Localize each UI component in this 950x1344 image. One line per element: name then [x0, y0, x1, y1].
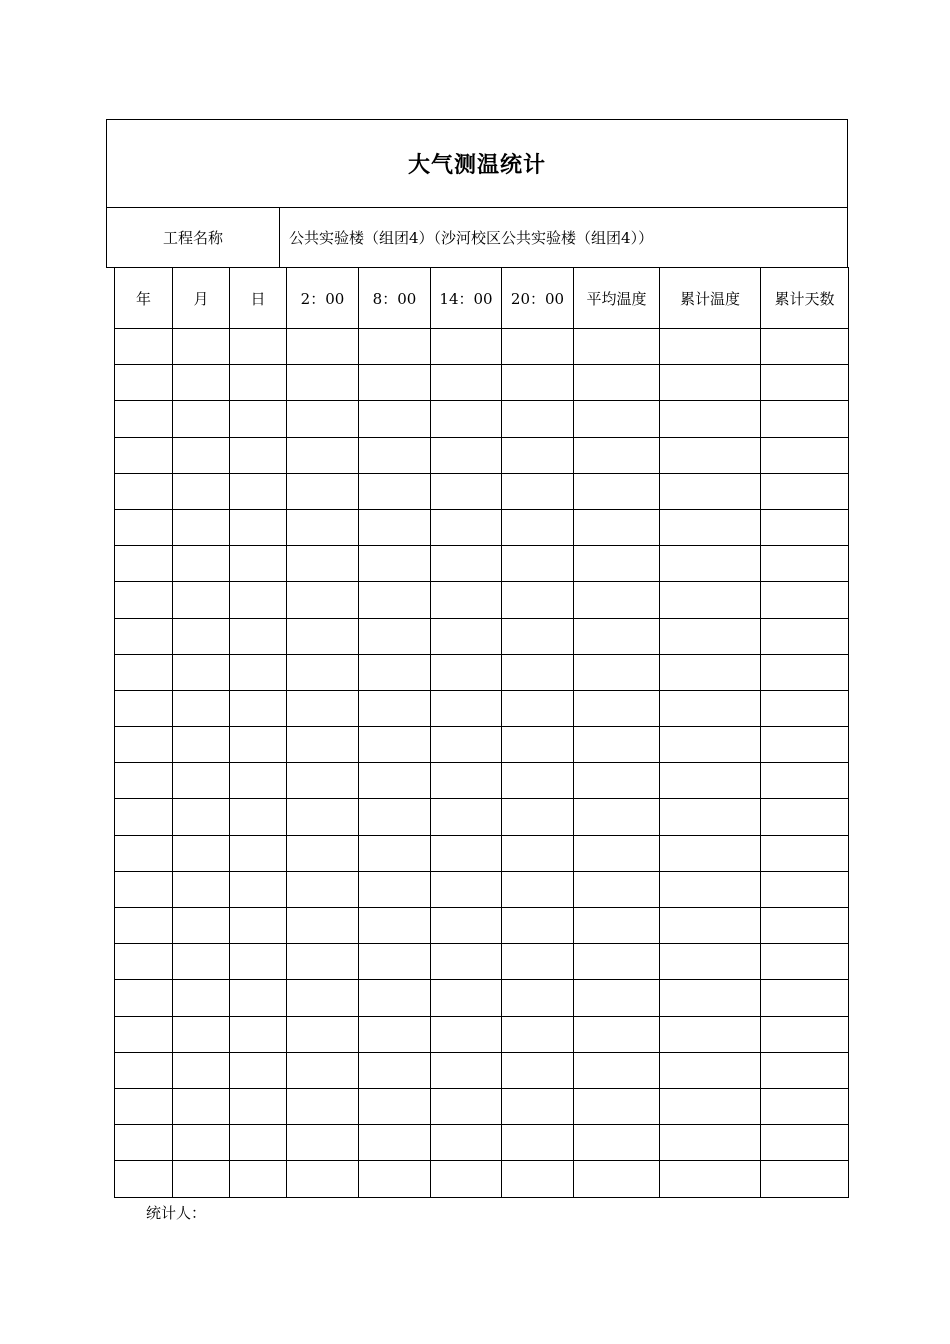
table-cell — [502, 654, 574, 690]
table-cell — [230, 582, 287, 618]
column-header-year: 年 — [115, 268, 173, 329]
table-cell — [574, 1125, 660, 1161]
table-row — [115, 329, 849, 365]
table-cell — [115, 835, 173, 871]
table-cell — [660, 1052, 761, 1088]
table-cell — [359, 799, 431, 835]
table-cell — [173, 835, 230, 871]
table-cell — [287, 365, 359, 401]
table-cell — [359, 473, 431, 509]
table-cell — [502, 1088, 574, 1124]
table-cell — [761, 871, 849, 907]
table-cell — [431, 944, 502, 980]
table-cell — [287, 1016, 359, 1052]
table-cell — [115, 871, 173, 907]
table-cell — [660, 690, 761, 726]
table-cell — [287, 1161, 359, 1197]
table-cell — [660, 473, 761, 509]
table-cell — [115, 944, 173, 980]
table-cell — [660, 654, 761, 690]
table-cell — [660, 618, 761, 654]
table-row — [115, 1088, 849, 1124]
table-cell — [115, 1088, 173, 1124]
table-cell — [359, 944, 431, 980]
table-cell — [287, 401, 359, 437]
table-cell — [173, 727, 230, 763]
table-body — [115, 329, 849, 1198]
column-header-0200: 2：00 — [287, 268, 359, 329]
table-cell — [574, 690, 660, 726]
table-cell — [660, 329, 761, 365]
table-cell — [502, 1052, 574, 1088]
table-cell — [287, 618, 359, 654]
table-cell — [230, 1125, 287, 1161]
table-cell — [574, 329, 660, 365]
table-cell — [230, 546, 287, 582]
table-cell — [574, 1052, 660, 1088]
table-cell — [574, 727, 660, 763]
table-cell — [660, 437, 761, 473]
table-cell — [502, 1016, 574, 1052]
table-cell — [173, 546, 230, 582]
table-cell — [431, 1125, 502, 1161]
table-cell — [173, 1088, 230, 1124]
table-cell — [660, 980, 761, 1016]
form-header — [106, 119, 848, 268]
table-row — [115, 799, 849, 835]
table-cell — [359, 1161, 431, 1197]
table-cell — [173, 473, 230, 509]
table-cell — [761, 1161, 849, 1197]
table-cell — [574, 1088, 660, 1124]
table-cell — [230, 618, 287, 654]
table-cell — [431, 690, 502, 726]
table-cell — [574, 473, 660, 509]
table-cell — [359, 401, 431, 437]
table-cell — [431, 1088, 502, 1124]
table-cell — [502, 365, 574, 401]
table-cell — [173, 871, 230, 907]
table-cell — [502, 401, 574, 437]
table-cell — [287, 1052, 359, 1088]
table-cell — [761, 980, 849, 1016]
table-cell — [761, 437, 849, 473]
table-cell — [660, 871, 761, 907]
table-cell — [115, 727, 173, 763]
table-cell — [115, 618, 173, 654]
table-cell — [115, 763, 173, 799]
table-cell — [761, 654, 849, 690]
table-cell — [431, 618, 502, 654]
statistician-label: 统计人： — [146, 1204, 207, 1222]
table-cell — [173, 365, 230, 401]
table-cell — [173, 763, 230, 799]
table-cell — [761, 618, 849, 654]
table-cell — [761, 509, 849, 545]
table-cell — [230, 835, 287, 871]
table-cell — [761, 727, 849, 763]
table-cell — [574, 944, 660, 980]
table-cell — [574, 546, 660, 582]
table-cell — [359, 1088, 431, 1124]
table-cell — [431, 654, 502, 690]
table-cell — [431, 1052, 502, 1088]
table-cell — [287, 944, 359, 980]
table-cell — [173, 329, 230, 365]
table-cell — [359, 546, 431, 582]
table-cell — [431, 727, 502, 763]
table-cell — [287, 1125, 359, 1161]
table-row — [115, 908, 849, 944]
table-cell — [115, 690, 173, 726]
table-cell — [660, 944, 761, 980]
table-cell — [230, 727, 287, 763]
table-row — [115, 654, 849, 690]
table-cell — [359, 908, 431, 944]
table-cell — [431, 1016, 502, 1052]
table-cell — [230, 690, 287, 726]
table-cell — [115, 509, 173, 545]
table-cell — [431, 763, 502, 799]
table-cell — [431, 871, 502, 907]
project-name-value: 公共实验楼（组团4）（沙河校区公共实验楼（组团4）） — [289, 228, 654, 247]
table-cell — [431, 401, 502, 437]
table-cell — [761, 690, 849, 726]
table-cell — [574, 1016, 660, 1052]
table-cell — [431, 437, 502, 473]
table-cell — [115, 980, 173, 1016]
table-cell — [173, 944, 230, 980]
table-cell — [287, 835, 359, 871]
project-name-label: 工程名称 — [107, 207, 280, 267]
table-cell — [115, 437, 173, 473]
table-cell — [660, 1016, 761, 1052]
table-cell — [230, 654, 287, 690]
column-header-day: 日 — [230, 268, 287, 329]
table-cell — [502, 437, 574, 473]
table-cell — [230, 401, 287, 437]
column-header-0800: 8：00 — [359, 268, 431, 329]
table-cell — [115, 799, 173, 835]
table-cell — [287, 690, 359, 726]
table-cell — [287, 1088, 359, 1124]
table-row — [115, 365, 849, 401]
table-cell — [287, 546, 359, 582]
table-cell — [761, 401, 849, 437]
table-cell — [173, 799, 230, 835]
table-cell — [502, 908, 574, 944]
table-cell — [761, 1125, 849, 1161]
table-cell — [115, 1161, 173, 1197]
table-cell — [660, 1161, 761, 1197]
table-cell — [761, 1088, 849, 1124]
table-cell — [173, 401, 230, 437]
column-header-cumulative-temp: 累计温度 — [660, 268, 761, 329]
table-row — [115, 1161, 849, 1197]
table-cell — [173, 509, 230, 545]
table-row — [115, 980, 849, 1016]
table-cell — [431, 546, 502, 582]
table-cell — [574, 835, 660, 871]
table-cell — [502, 944, 574, 980]
table-cell — [574, 437, 660, 473]
table-cell — [660, 582, 761, 618]
table-cell — [574, 1161, 660, 1197]
table-cell — [574, 582, 660, 618]
table-cell — [173, 908, 230, 944]
table-cell — [359, 365, 431, 401]
table-cell — [230, 1088, 287, 1124]
table-cell — [287, 871, 359, 907]
table-cell — [359, 690, 431, 726]
table-cell — [359, 835, 431, 871]
table-cell — [660, 727, 761, 763]
table-cell — [431, 980, 502, 1016]
table-cell — [431, 908, 502, 944]
table-cell — [359, 1125, 431, 1161]
table-cell — [502, 473, 574, 509]
table-cell — [287, 329, 359, 365]
table-cell — [359, 509, 431, 545]
table-cell — [115, 546, 173, 582]
table-cell — [660, 365, 761, 401]
table-cell — [230, 329, 287, 365]
table-cell — [574, 654, 660, 690]
table-row — [115, 473, 849, 509]
table-cell — [287, 509, 359, 545]
table-cell — [502, 690, 574, 726]
table-cell — [230, 908, 287, 944]
table-cell — [431, 582, 502, 618]
table-cell — [287, 582, 359, 618]
table-cell — [287, 763, 359, 799]
table-cell — [660, 835, 761, 871]
table-cell — [574, 799, 660, 835]
table-cell — [173, 690, 230, 726]
table-cell — [660, 799, 761, 835]
table-cell — [173, 582, 230, 618]
table-cell — [761, 582, 849, 618]
table-cell — [359, 1052, 431, 1088]
table-cell — [761, 329, 849, 365]
table-cell — [230, 871, 287, 907]
table-row — [115, 690, 849, 726]
table-row — [115, 582, 849, 618]
table-cell — [115, 1016, 173, 1052]
table-cell — [761, 799, 849, 835]
table-cell — [761, 944, 849, 980]
table-cell — [761, 546, 849, 582]
table-cell — [761, 1052, 849, 1088]
table-cell — [173, 654, 230, 690]
table-cell — [431, 799, 502, 835]
table-cell — [230, 1016, 287, 1052]
table-cell — [115, 365, 173, 401]
table-cell — [359, 1016, 431, 1052]
table-row — [115, 944, 849, 980]
table-row — [115, 1016, 849, 1052]
table-row — [115, 618, 849, 654]
table-cell — [115, 908, 173, 944]
table-cell — [761, 763, 849, 799]
table-row — [115, 401, 849, 437]
table-cell — [574, 908, 660, 944]
table-cell — [230, 365, 287, 401]
table-cell — [502, 1161, 574, 1197]
table-cell — [230, 944, 287, 980]
table-cell — [173, 1052, 230, 1088]
table-cell — [574, 871, 660, 907]
table-cell — [287, 908, 359, 944]
table-row — [115, 1125, 849, 1161]
table-cell — [660, 1125, 761, 1161]
column-header-2000: 20：00 — [502, 268, 574, 329]
table-cell — [173, 618, 230, 654]
table-cell — [230, 980, 287, 1016]
table-cell — [574, 618, 660, 654]
form-title: 大气测温统计 — [107, 120, 847, 208]
table-cell — [173, 980, 230, 1016]
table-cell — [502, 871, 574, 907]
table-cell — [230, 509, 287, 545]
table-cell — [502, 1125, 574, 1161]
table-cell — [115, 329, 173, 365]
table-cell — [502, 980, 574, 1016]
table-cell — [115, 654, 173, 690]
table-cell — [761, 473, 849, 509]
table-row — [115, 1052, 849, 1088]
table-cell — [359, 329, 431, 365]
column-header-cumulative-days: 累计天数 — [761, 268, 849, 329]
table-cell — [574, 401, 660, 437]
table-cell — [502, 329, 574, 365]
column-header-average-temp: 平均温度 — [574, 268, 660, 329]
table-cell — [173, 437, 230, 473]
table-cell — [359, 582, 431, 618]
table-cell — [359, 871, 431, 907]
table-cell — [359, 727, 431, 763]
table-cell — [230, 763, 287, 799]
table-cell — [574, 365, 660, 401]
table-cell — [502, 509, 574, 545]
table-cell — [660, 509, 761, 545]
table-cell — [359, 654, 431, 690]
table-cell — [230, 1161, 287, 1197]
table-cell — [359, 618, 431, 654]
table-cell — [115, 1052, 173, 1088]
table-cell — [359, 437, 431, 473]
table-cell — [502, 582, 574, 618]
table-cell — [502, 763, 574, 799]
table-cell — [431, 329, 502, 365]
table-cell — [660, 401, 761, 437]
project-name-row — [107, 207, 847, 267]
table-cell — [660, 1088, 761, 1124]
table-cell — [115, 1125, 173, 1161]
table-cell — [574, 980, 660, 1016]
table-cell — [431, 835, 502, 871]
table-cell — [230, 437, 287, 473]
table-cell — [502, 835, 574, 871]
table-header-row — [115, 268, 849, 329]
table-cell — [502, 618, 574, 654]
table-cell — [173, 1125, 230, 1161]
table-row — [115, 437, 849, 473]
table-cell — [574, 509, 660, 545]
table-cell — [761, 365, 849, 401]
table-cell — [502, 799, 574, 835]
table-cell — [287, 437, 359, 473]
table-cell — [115, 582, 173, 618]
column-header-month: 月 — [173, 268, 230, 329]
table-cell — [761, 835, 849, 871]
table-cell — [287, 473, 359, 509]
table-cell — [230, 799, 287, 835]
table-cell — [115, 473, 173, 509]
table-cell — [173, 1016, 230, 1052]
table-cell — [761, 908, 849, 944]
table-cell — [287, 980, 359, 1016]
table-cell — [660, 763, 761, 799]
table-row — [115, 509, 849, 545]
table-row — [115, 727, 849, 763]
table-cell — [287, 727, 359, 763]
table-cell — [230, 473, 287, 509]
table-cell — [431, 1161, 502, 1197]
temperature-table — [114, 267, 849, 1198]
table-cell — [761, 1016, 849, 1052]
column-header-1400: 14：00 — [431, 268, 502, 329]
table-cell — [287, 654, 359, 690]
table-cell — [660, 908, 761, 944]
table-row — [115, 546, 849, 582]
table-cell — [431, 509, 502, 545]
table-cell — [230, 1052, 287, 1088]
table-row — [115, 763, 849, 799]
table-cell — [173, 1161, 230, 1197]
table-cell — [502, 727, 574, 763]
table-cell — [660, 546, 761, 582]
table-cell — [431, 473, 502, 509]
table-row — [115, 835, 849, 871]
table-cell — [574, 763, 660, 799]
table-cell — [115, 401, 173, 437]
table-cell — [287, 799, 359, 835]
table-cell — [502, 546, 574, 582]
table-row — [115, 871, 849, 907]
table-cell — [359, 980, 431, 1016]
table-cell — [359, 763, 431, 799]
table-cell — [431, 365, 502, 401]
